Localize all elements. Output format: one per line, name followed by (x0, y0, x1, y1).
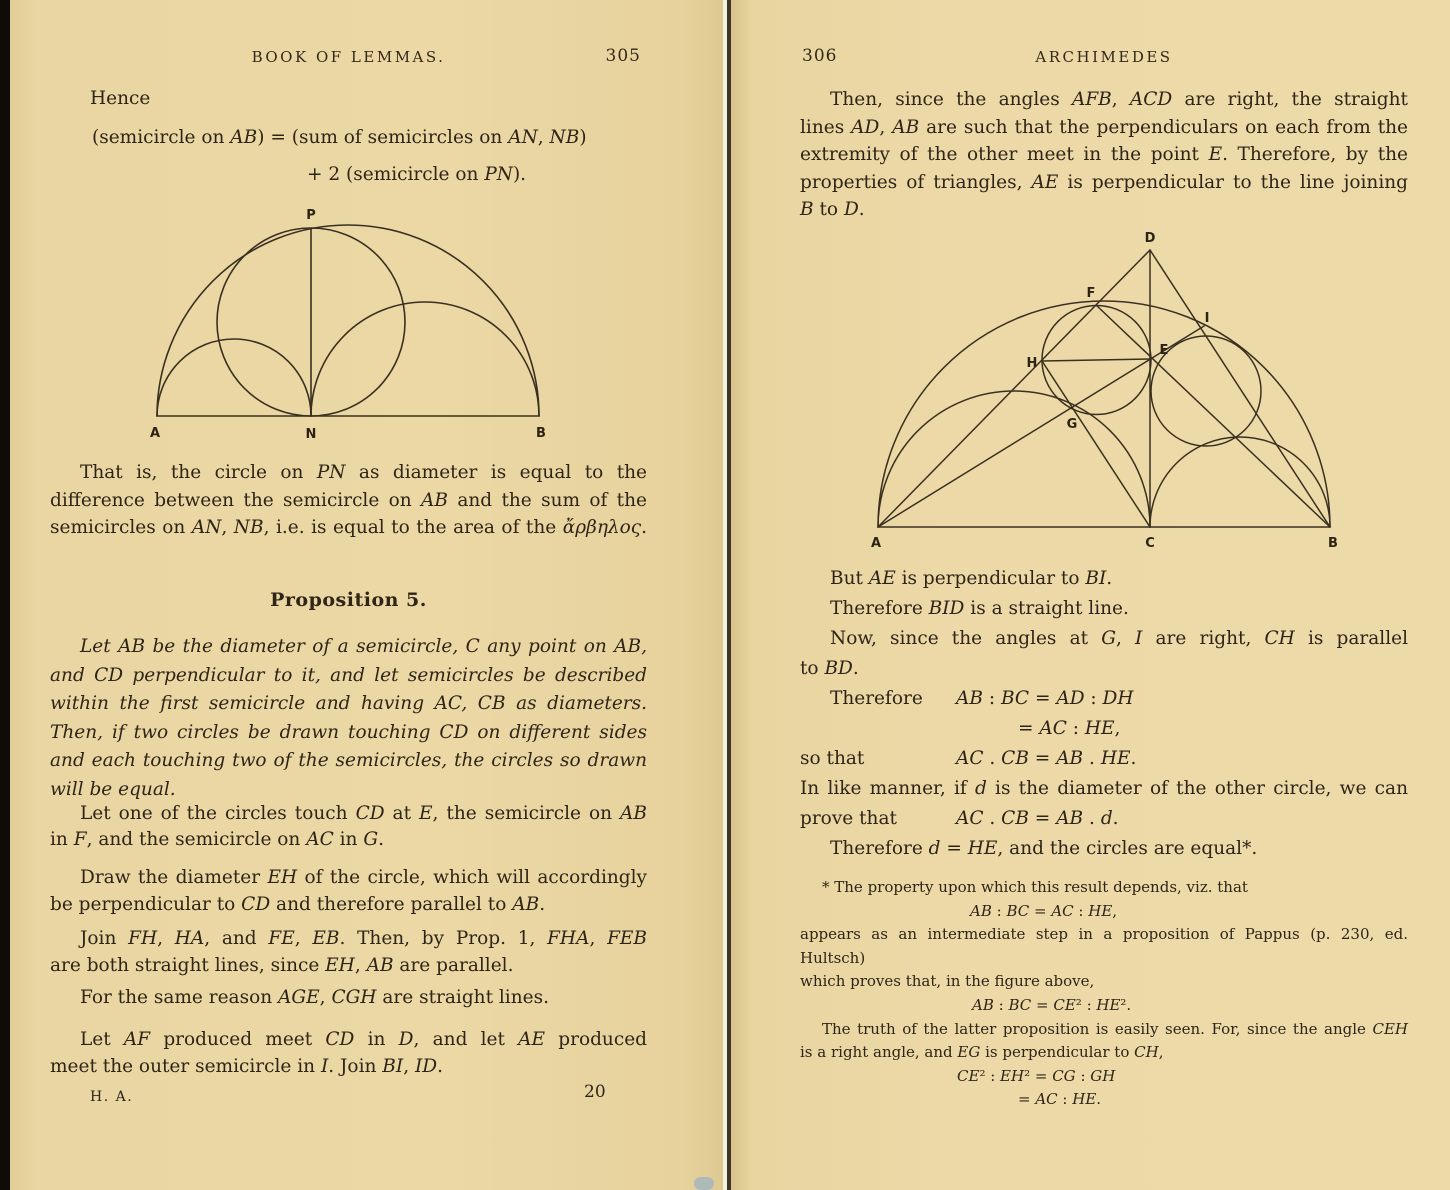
figure1-semicircle-AN (157, 339, 311, 416)
figure2-label-E: E (1159, 343, 1169, 358)
text-line: Then, if two circles be drawn touching CD on different sides (50, 721, 647, 743)
running-header-left (50, 48, 647, 66)
figure2-semicircle-CB (1150, 437, 1330, 527)
text-line: are both straight lines, since EH, AB are parallel. (50, 955, 514, 976)
equation-row (800, 684, 1408, 714)
figure2-label-B: B (1328, 536, 1338, 551)
paragraph-join (50, 925, 647, 979)
text-line: Therefore d = HE, and the circles are equal*. (830, 838, 1258, 859)
equation-ab-bc-ad-dh: AB : BC = AD : DH (956, 688, 1134, 709)
text-line: properties of triangles, AE is perpendicular to the line joining (800, 171, 1408, 193)
figure-proposition-5 (860, 226, 1350, 561)
text-line: and each touching two of the semicircles, the circles so drawn (50, 750, 647, 771)
text-line: That is, the circle on PN as diameter is equal to the (80, 462, 647, 483)
equation-label: prove that (800, 808, 897, 829)
footnote-equation: AB : BC = CE² : HE². (972, 995, 1132, 1014)
equation-label: so that (800, 748, 865, 769)
text-line: difference between the semicircle on AB and the sum of the (50, 489, 647, 511)
figure2-label-A: A (870, 536, 882, 551)
page-number-306: 306 (802, 46, 838, 66)
equation-row (800, 804, 1408, 834)
text-line: and CD perpendicular to it, and let semicircles be described (50, 664, 647, 686)
paragraph-that-is (50, 459, 647, 542)
paragraph-then-since (800, 86, 1408, 224)
text-line: will be equal. (50, 778, 176, 800)
footnote-equation: AB : BC = AC : HE, (970, 901, 1118, 920)
paragraph-same-reason (50, 984, 647, 1011)
text-line: extremity of the other meet in the point E. Therefore, by the (800, 144, 1408, 165)
text-line: B to D. (800, 199, 865, 220)
figure2-line-AHFD (878, 250, 1150, 527)
text-line: meet the outer semicircle in I. Join BI, ID. (50, 1055, 443, 1077)
equation-semicircles-1: (semicircle on AB) = (sum of semicircles on AN, NB) (92, 127, 587, 148)
main-argument-block (800, 564, 1408, 864)
page-number-305: 305 (605, 46, 641, 66)
signature-mark: H. A. (90, 1089, 134, 1105)
equation-row (800, 744, 1408, 774)
figure1-semicircle-AB (157, 225, 539, 416)
figure1-label-B: B (536, 426, 546, 441)
text-line: semicircles on AN, NB, i.e. is equal to the area of the ἄρβηλος. (50, 517, 648, 538)
text-line: Then, since the angles AFB, ACD are right, the straight (830, 89, 1408, 110)
text-line: Draw the diameter EH of the circle, which will accordingly (80, 867, 647, 888)
footnote-line: is a right angle, and EG is perpendicular to CH, (800, 1043, 1164, 1062)
text-line: in F, and the semicircle on AC in G. (50, 829, 385, 850)
footnote-equation: = AC : HE. (1018, 1090, 1102, 1109)
figure2-label-C: C (1145, 536, 1155, 551)
figure2-line-HE (1042, 359, 1151, 361)
text-line: Therefore BID is a straight line. (830, 598, 1129, 619)
text-line: Now, since the angles at G, I are right, CH is parallel (830, 628, 1408, 649)
figure2-semicircle-AC (878, 391, 1150, 527)
footnote-line: * The property upon which this result depends, viz. that (822, 878, 1248, 896)
paragraph-draw-diameter (50, 864, 647, 918)
proposition-5-heading: Proposition 5. (270, 589, 427, 611)
text-line: lines AD, AB are such that the perpendiculars on each from the (800, 116, 1408, 138)
proposition-statement (50, 633, 647, 804)
text-line: Let one of the circles touch CD at E, the semicircle on AB (80, 803, 647, 824)
text-line: to BD. (800, 658, 859, 679)
running-title: ARCHIMEDES (1035, 48, 1173, 66)
figure1-label-P: P (306, 208, 316, 223)
page-footer (50, 1082, 647, 1105)
text-line: But AE is perpendicular to BI. (830, 568, 1113, 589)
figure2-label-D: D (1144, 231, 1156, 246)
footnote-line: which proves that, in the figure above, (800, 972, 1095, 991)
scan-artifact (694, 1177, 714, 1190)
figure-arbelos (140, 203, 560, 448)
figure2-label-F: F (1086, 286, 1096, 301)
footnote-equation: CE² : EH² = CG : GH (957, 1066, 1116, 1085)
sheet-number: 20 (584, 1082, 606, 1102)
footnote-block (800, 876, 1408, 1112)
text-line: be perpendicular to CD and therefore parallel to AB. (50, 894, 546, 915)
paragraph-let-af (50, 1027, 647, 1080)
text-line: For the same reason AGE, CGH are straight lines. (80, 987, 549, 1008)
scan-edge-strip (0, 0, 10, 1190)
figure1-label-A: A (149, 426, 161, 441)
equation-ac-cb-ab-he: AC . CB = AB . HE. (956, 748, 1137, 769)
text-line: Join FH, HA, and FE, EB. Then, by Prop. 1, FHA, FEB (80, 928, 647, 949)
text-line: In like manner, if d is the diameter of the other circle, we can (800, 778, 1408, 799)
text-line: Let AF produced meet CD in D, and let AE produced (80, 1029, 647, 1050)
page-306 (731, 0, 1450, 1190)
text-line: within the first semicircle and having AC, CB as diameters. (50, 693, 647, 714)
footnote-line: The truth of the latter proposition is easily seen. For, since the angle CEH (822, 1019, 1408, 1038)
footnote-line: appears as an intermediate step in a proposition of Pappus (p. 230, ed. Hultsch) (800, 925, 1408, 967)
equation-ac-cb-ab-d: AC . CB = AB . d. (956, 808, 1119, 829)
equation-semicircles-2: + 2 (semicircle on PN). (307, 164, 527, 185)
hence-label: Hence (90, 88, 151, 109)
equation-ac-he: = AC : HE, (1018, 718, 1121, 739)
page-305 (10, 0, 723, 1190)
paragraph-let-one (50, 801, 647, 853)
figure2-line-BID (1150, 250, 1330, 527)
text-line: Let AB be the diameter of a semicircle, C any point on AB, (80, 636, 647, 657)
figure1-label-N: N (305, 427, 317, 442)
equation-label: Therefore (830, 688, 923, 709)
figure2-label-H: H (1026, 356, 1038, 371)
running-title: BOOK OF LEMMAS. (251, 48, 446, 66)
figure2-label-G: G (1066, 417, 1078, 432)
figure2-line-CGH (1042, 361, 1150, 527)
figure1-semicircle-NB (311, 302, 539, 416)
figure2-label-I: I (1204, 311, 1210, 326)
figure2-line-BEF (1096, 305, 1330, 527)
running-header-right (800, 48, 1408, 66)
